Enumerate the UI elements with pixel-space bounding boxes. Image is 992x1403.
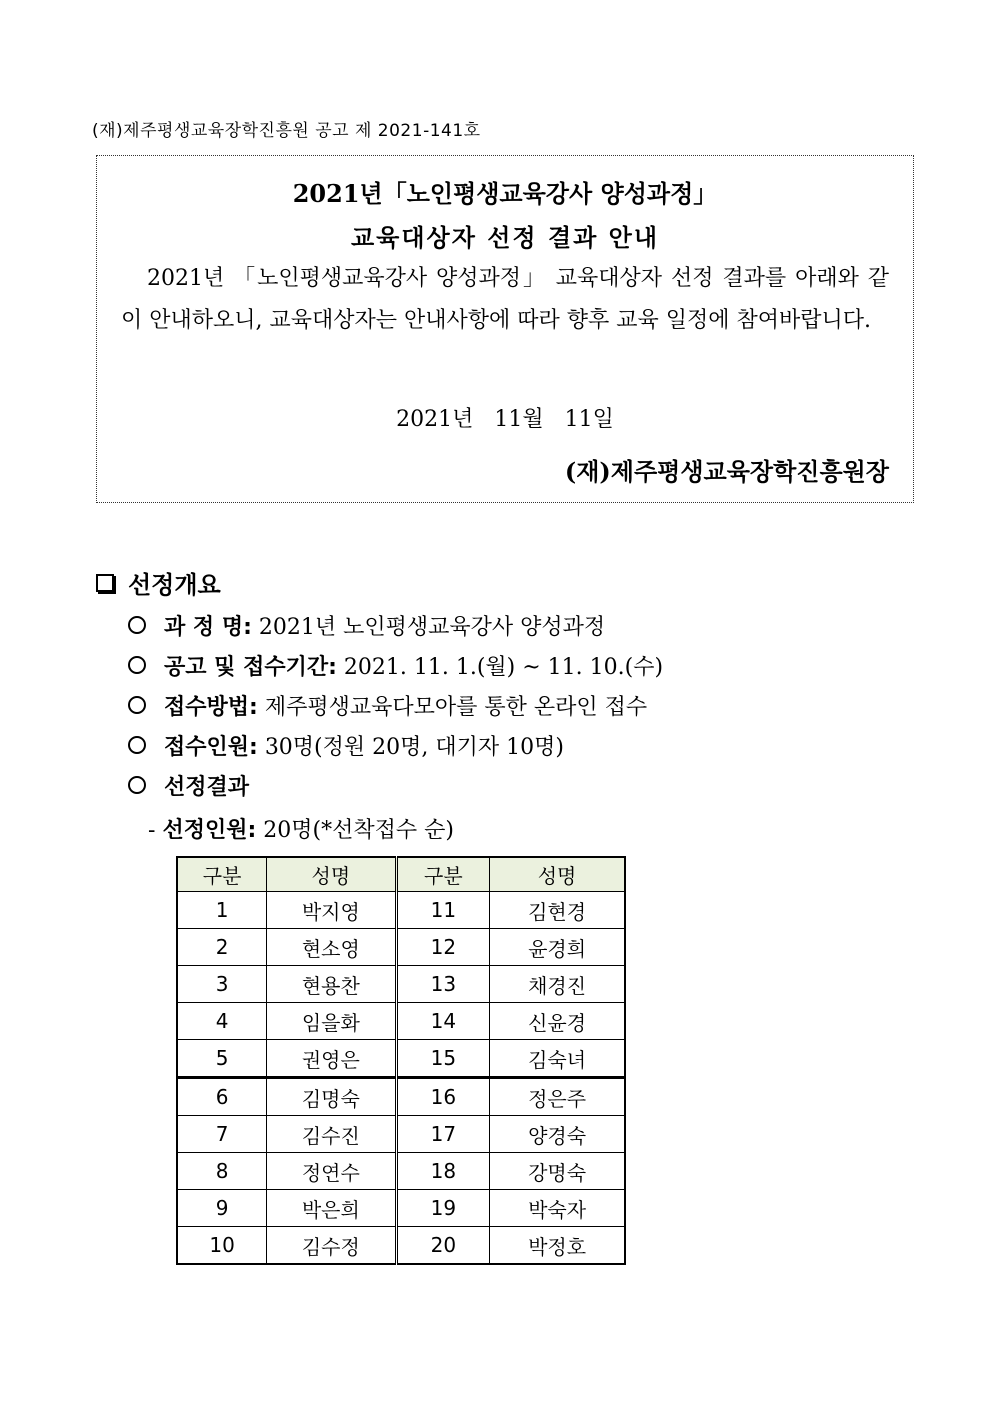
announcement-title-line2: 교육대상자 선정 결과 안내 [350, 223, 660, 252]
cell-no: 8 [177, 1153, 267, 1190]
overview-item-period [128, 650, 663, 681]
cell-name: 김명숙 [267, 1078, 396, 1116]
cell-no: 13 [396, 966, 490, 1003]
item-label: 공고 및 접수기간: [164, 655, 337, 680]
circle-bullet-icon [128, 736, 146, 754]
checkbox-square-icon [96, 574, 114, 592]
sub-item-prefix: - [148, 818, 156, 843]
sub-item-selected-count [148, 813, 454, 844]
cell-name: 현소영 [267, 929, 396, 966]
cell-name: 정연수 [267, 1153, 396, 1190]
circle-bullet-icon [128, 656, 146, 674]
cell-no: 15 [396, 1040, 490, 1078]
section-title-text: 선정개요 [128, 571, 221, 599]
cell-no: 14 [396, 1003, 490, 1040]
table-row [177, 966, 625, 1003]
cell-name: 박숙자 [490, 1190, 625, 1227]
circle-bullet-icon [128, 776, 146, 794]
cell-name: 박정호 [490, 1227, 625, 1265]
cell-name: 강명숙 [490, 1153, 625, 1190]
cell-name: 권영은 [267, 1040, 396, 1078]
header-no: 구분 [177, 857, 267, 892]
cell-no: 18 [396, 1153, 490, 1190]
circle-bullet-icon [128, 616, 146, 634]
announcement-signer: (재)제주평생교육장학진흥원장 [564, 457, 889, 486]
item-value: 30명(정원 20명, 대기자 10명) [264, 735, 564, 760]
cell-name: 신윤경 [490, 1003, 625, 1040]
table-row [177, 1040, 625, 1078]
table-row [177, 929, 625, 966]
table-row [177, 1227, 625, 1265]
cell-no: 16 [396, 1078, 490, 1116]
cell-no: 10 [177, 1227, 267, 1265]
cell-no: 7 [177, 1116, 267, 1153]
cell-name: 정은주 [490, 1078, 625, 1116]
overview-item-applicants [128, 730, 564, 761]
cell-name: 현용찬 [267, 966, 396, 1003]
item-label: 접수방법: [164, 695, 258, 720]
cell-no: 19 [396, 1190, 490, 1227]
cell-no: 11 [396, 892, 490, 929]
cell-no: 6 [177, 1078, 267, 1116]
cell-no: 3 [177, 966, 267, 1003]
cell-no: 9 [177, 1190, 267, 1227]
section-title [96, 565, 221, 600]
table-row [177, 1116, 625, 1153]
sub-item-label: 선정인원: [162, 818, 257, 843]
sub-item-value: 20명(*선착접수 순) [263, 818, 454, 843]
cell-name: 임을화 [267, 1003, 396, 1040]
cell-name: 윤경희 [490, 929, 625, 966]
announcement-box [96, 155, 914, 503]
notice-number: (재)제주평생교육장학진흥원 공고 제 2021-141호 [92, 121, 481, 141]
item-value: 제주평생교육다모아를 통한 온라인 접수 [264, 695, 648, 720]
cell-name: 박은희 [267, 1190, 396, 1227]
cell-name: 채경진 [490, 966, 625, 1003]
overview-item-method [128, 690, 647, 721]
cell-no: 4 [177, 1003, 267, 1040]
overview-item-course [128, 610, 605, 641]
cell-name: 양경숙 [490, 1116, 625, 1153]
circle-bullet-icon [128, 696, 146, 714]
table-row [177, 892, 625, 929]
cell-no: 12 [396, 929, 490, 966]
announcement-body: 2021년 「노인평생교육강사 양성과정」 교육대상자 선정 결과를 아래와 같이 안내하오니, 교육대상자는 안내사항에 따라 향후 교육 일정에 참여바랍니다. [121, 266, 889, 333]
cell-name: 김수진 [267, 1116, 396, 1153]
overview-item-result [128, 770, 249, 801]
item-label: 과 정 명: [164, 615, 252, 640]
cell-no: 2 [177, 929, 267, 966]
table-row [177, 1078, 625, 1116]
table-header-row [177, 857, 625, 892]
header-name: 성명 [267, 857, 396, 892]
cell-name: 김현경 [490, 892, 625, 929]
cell-name: 김숙녀 [490, 1040, 625, 1078]
header-no: 구분 [396, 857, 490, 892]
cell-no: 5 [177, 1040, 267, 1078]
announcement-title-line1: 2021년「노인평생교육강사 양성과정」 [292, 179, 718, 208]
cell-no: 1 [177, 892, 267, 929]
table-row [177, 1190, 625, 1227]
header-name: 성명 [490, 857, 625, 892]
cell-no: 17 [396, 1116, 490, 1153]
item-label: 접수인원: [164, 735, 258, 760]
cell-name: 김수정 [267, 1227, 396, 1265]
item-value: 2021년 노인평생교육강사 양성과정 [258, 615, 606, 640]
cell-name: 박지영 [267, 892, 396, 929]
item-label: 선정결과 [164, 775, 250, 800]
selection-result-table [176, 856, 626, 1265]
item-value: 2021. 11. 1.(월) ~ 11. 10.(수) [343, 655, 664, 680]
table-row [177, 1153, 625, 1190]
announcement-date: 2021년 11월 11일 [396, 407, 614, 432]
cell-no: 20 [396, 1227, 490, 1265]
table-row [177, 1003, 625, 1040]
